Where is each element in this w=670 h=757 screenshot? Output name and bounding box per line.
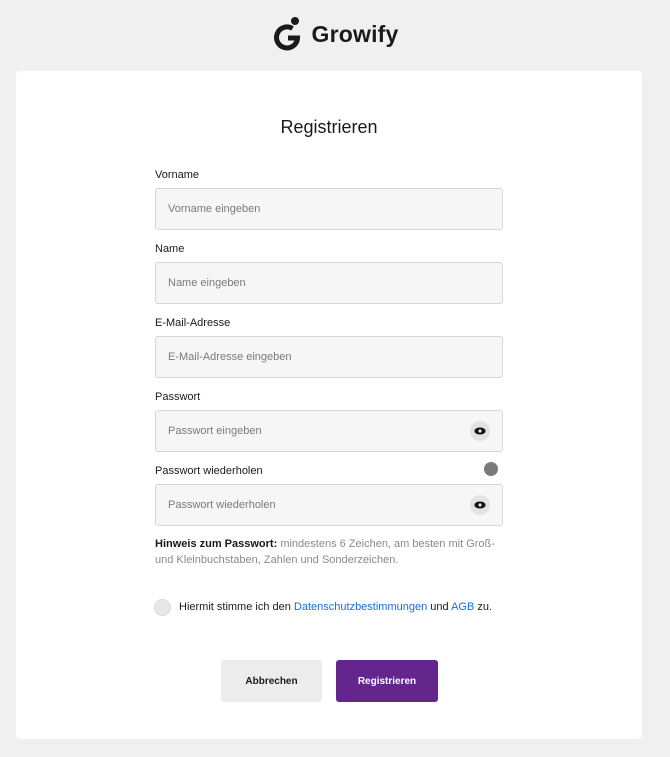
password-repeat-field-box	[155, 484, 503, 526]
password-label: Passwort	[155, 391, 201, 403]
password-field-box	[155, 410, 503, 452]
eye-icon	[474, 501, 486, 509]
cancel-button[interactable]: Abbrechen	[221, 660, 322, 702]
password-input[interactable]	[156, 411, 502, 451]
password-hint	[155, 536, 505, 568]
email-label: E-Mail-Adresse	[155, 317, 231, 329]
lastname-field-box	[155, 262, 503, 304]
firstname-field-box	[155, 188, 503, 230]
brand-name: Growify	[311, 20, 399, 47]
consent-checkbox[interactable]	[154, 599, 171, 616]
consent-text	[179, 601, 492, 613]
password-repeat-label: Passwort wiederholen	[155, 465, 263, 477]
show-password-button[interactable]	[470, 421, 490, 441]
firstname-input[interactable]	[156, 189, 502, 229]
email-input[interactable]	[156, 337, 502, 377]
lastname-input[interactable]	[156, 263, 502, 303]
lastname-label: Name	[155, 243, 185, 255]
terms-link[interactable]: AGB	[451, 601, 475, 613]
consent-suffix: zu.	[474, 601, 493, 613]
registration-card	[16, 71, 642, 739]
eye-icon	[474, 427, 486, 435]
show-password-repeat-button[interactable]	[470, 495, 490, 515]
privacy-policy-link[interactable]: Datenschutzbestimmungen	[293, 601, 428, 613]
email-field-box	[155, 336, 503, 378]
consent-middle: und	[427, 601, 452, 613]
status-dot-icon	[484, 462, 498, 476]
register-button[interactable]: Registrieren	[336, 660, 438, 702]
growify-logo-icon	[271, 16, 303, 52]
page-title: Registrieren	[280, 117, 378, 137]
brand-header	[0, 14, 670, 54]
consent-row	[154, 598, 492, 616]
password-hint-title: Hinweis zum Passwort:	[155, 538, 278, 550]
firstname-label: Vorname	[155, 169, 200, 181]
password-hint-text: mindestens 6 Zeichen, am besten mit Groß- und Kleinbuchstaben, Zahlen und Sonderzeichen.	[155, 538, 495, 566]
password-repeat-input[interactable]	[156, 485, 502, 525]
consent-prefix: Hiermit stimme ich den	[179, 601, 294, 613]
